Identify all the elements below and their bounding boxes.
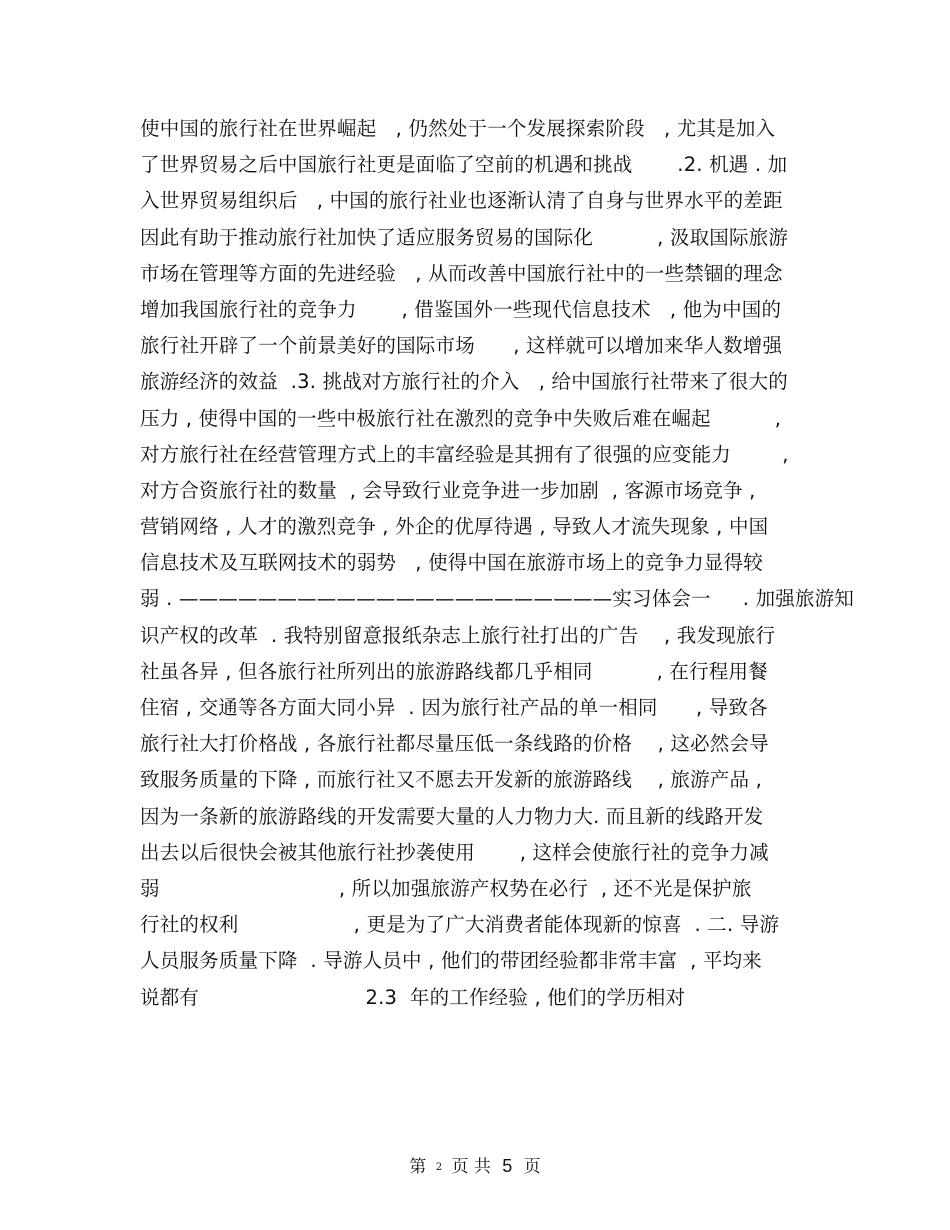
text-line: 营销网络 , 人才的激烈竞争 , 外企的优厚待遇 , 导致人才流失现象 , 中国	[140, 515, 769, 539]
footer-prefix: 第	[409, 1157, 427, 1177]
text-line: 入世界贸易组织后 , 中国的旅行社业也逐渐认清了自身与世界水平的差距	[140, 189, 783, 213]
text-line: 信息技术及互联网技术的弱势 , 使得中国在旅游市场上的竞争力显得较	[140, 551, 763, 575]
text-line: 旅行社大打价格战 , 各旅行社都尽量压低一条线路的价格 , 这必然会导	[140, 732, 769, 756]
text-line: 致服务质量的下降 , 而旅行社又不愿去开发新的旅游路线 , 旅游产品 ,	[140, 768, 762, 792]
text-line: 弱 . ——————————————————————实习体会一 . 加强旅游知	[140, 587, 855, 611]
text-line: 增加我国旅行社的竞争力 , 借鉴国外一些现代信息技术 , 他为中国的	[140, 297, 782, 321]
footer-middle: 页 共	[451, 1157, 491, 1177]
text-line: 对方旅行社在经营管理方式上的丰富经验是其拥有了很强的应变能力 ,	[140, 442, 789, 466]
text-line: 对方合资旅行社的数量 , 会导致行业竞争进一步加剧 , 客源市场竞争 ,	[140, 478, 756, 502]
text-line: 识产权的改革 . 我特别留意报纸杂志上旅行社打出的广告 , 我发现旅行	[140, 623, 776, 647]
text-line: 旅游经济的效益 .3. 挑战对方旅行社的介入 , 给中国旅行社带来了很大的	[140, 370, 788, 394]
footer-page-number: 2	[435, 1162, 443, 1173]
body-text	[140, 111, 855, 1016]
text-line: 住宿 , 交通等各方面大同小异 . 因为旅行社产品的单一相同 , 导致各	[140, 696, 768, 719]
footer-total-pages: 5	[502, 1156, 513, 1176]
text-line: 压力 , 使得中国的一些中极旅行社在激烈的竞争中失败后难在崛起 ,	[140, 406, 782, 430]
page-footer	[0, 1152, 950, 1177]
text-line: 因为一条新的旅游路线的开发需要大量的人力物力大. 而且新的线路开发	[140, 804, 764, 828]
text-line: 出去以后很快会被其他旅行社抄袭使用 , 这样会使旅行社的竞争力减	[140, 840, 769, 864]
footer-suffix: 页	[523, 1157, 541, 1177]
text-line: 市场在管理等方面的先进经验 , 从而改善中国旅行社中的一些禁锢的理念	[140, 261, 783, 285]
text-line: 因此有助于推动旅行社加快了适应服务贸易的国际化 , 汲取国际旅游	[140, 225, 789, 249]
text-line: 说都有 2.3 年的工作经验 , 他们的学历相对	[140, 985, 686, 1009]
text-line: 旅行社开辟了一个前景美好的国际市场 , 这样就可以增加来华人数增强	[140, 334, 783, 358]
text-line: 使中国的旅行社在世界崛起 , 仍然处于一个发展探索阶段 , 尤其是加入	[140, 117, 776, 140]
text-line: 社虽各异 , 但各旅行社所列出的旅游路线都几乎相同 , 在行程用餐	[140, 659, 768, 683]
text-line: 人员服务质量下降 . 导游人员中 , 他们的带团经验都非常丰富 , 平均来	[140, 949, 762, 973]
text-line: 弱 , 所以加强旅游产权势在必行 , 还不光是保护旅	[140, 876, 752, 900]
text-line: 了世界贸易之后中国旅行社更是面临了空前的机遇和挑战 .2. 机遇 . 加	[140, 153, 788, 177]
text-line: 行社的权利 , 更是为了广大消费者能体现新的惊喜 . 二. 导游	[140, 913, 780, 937]
